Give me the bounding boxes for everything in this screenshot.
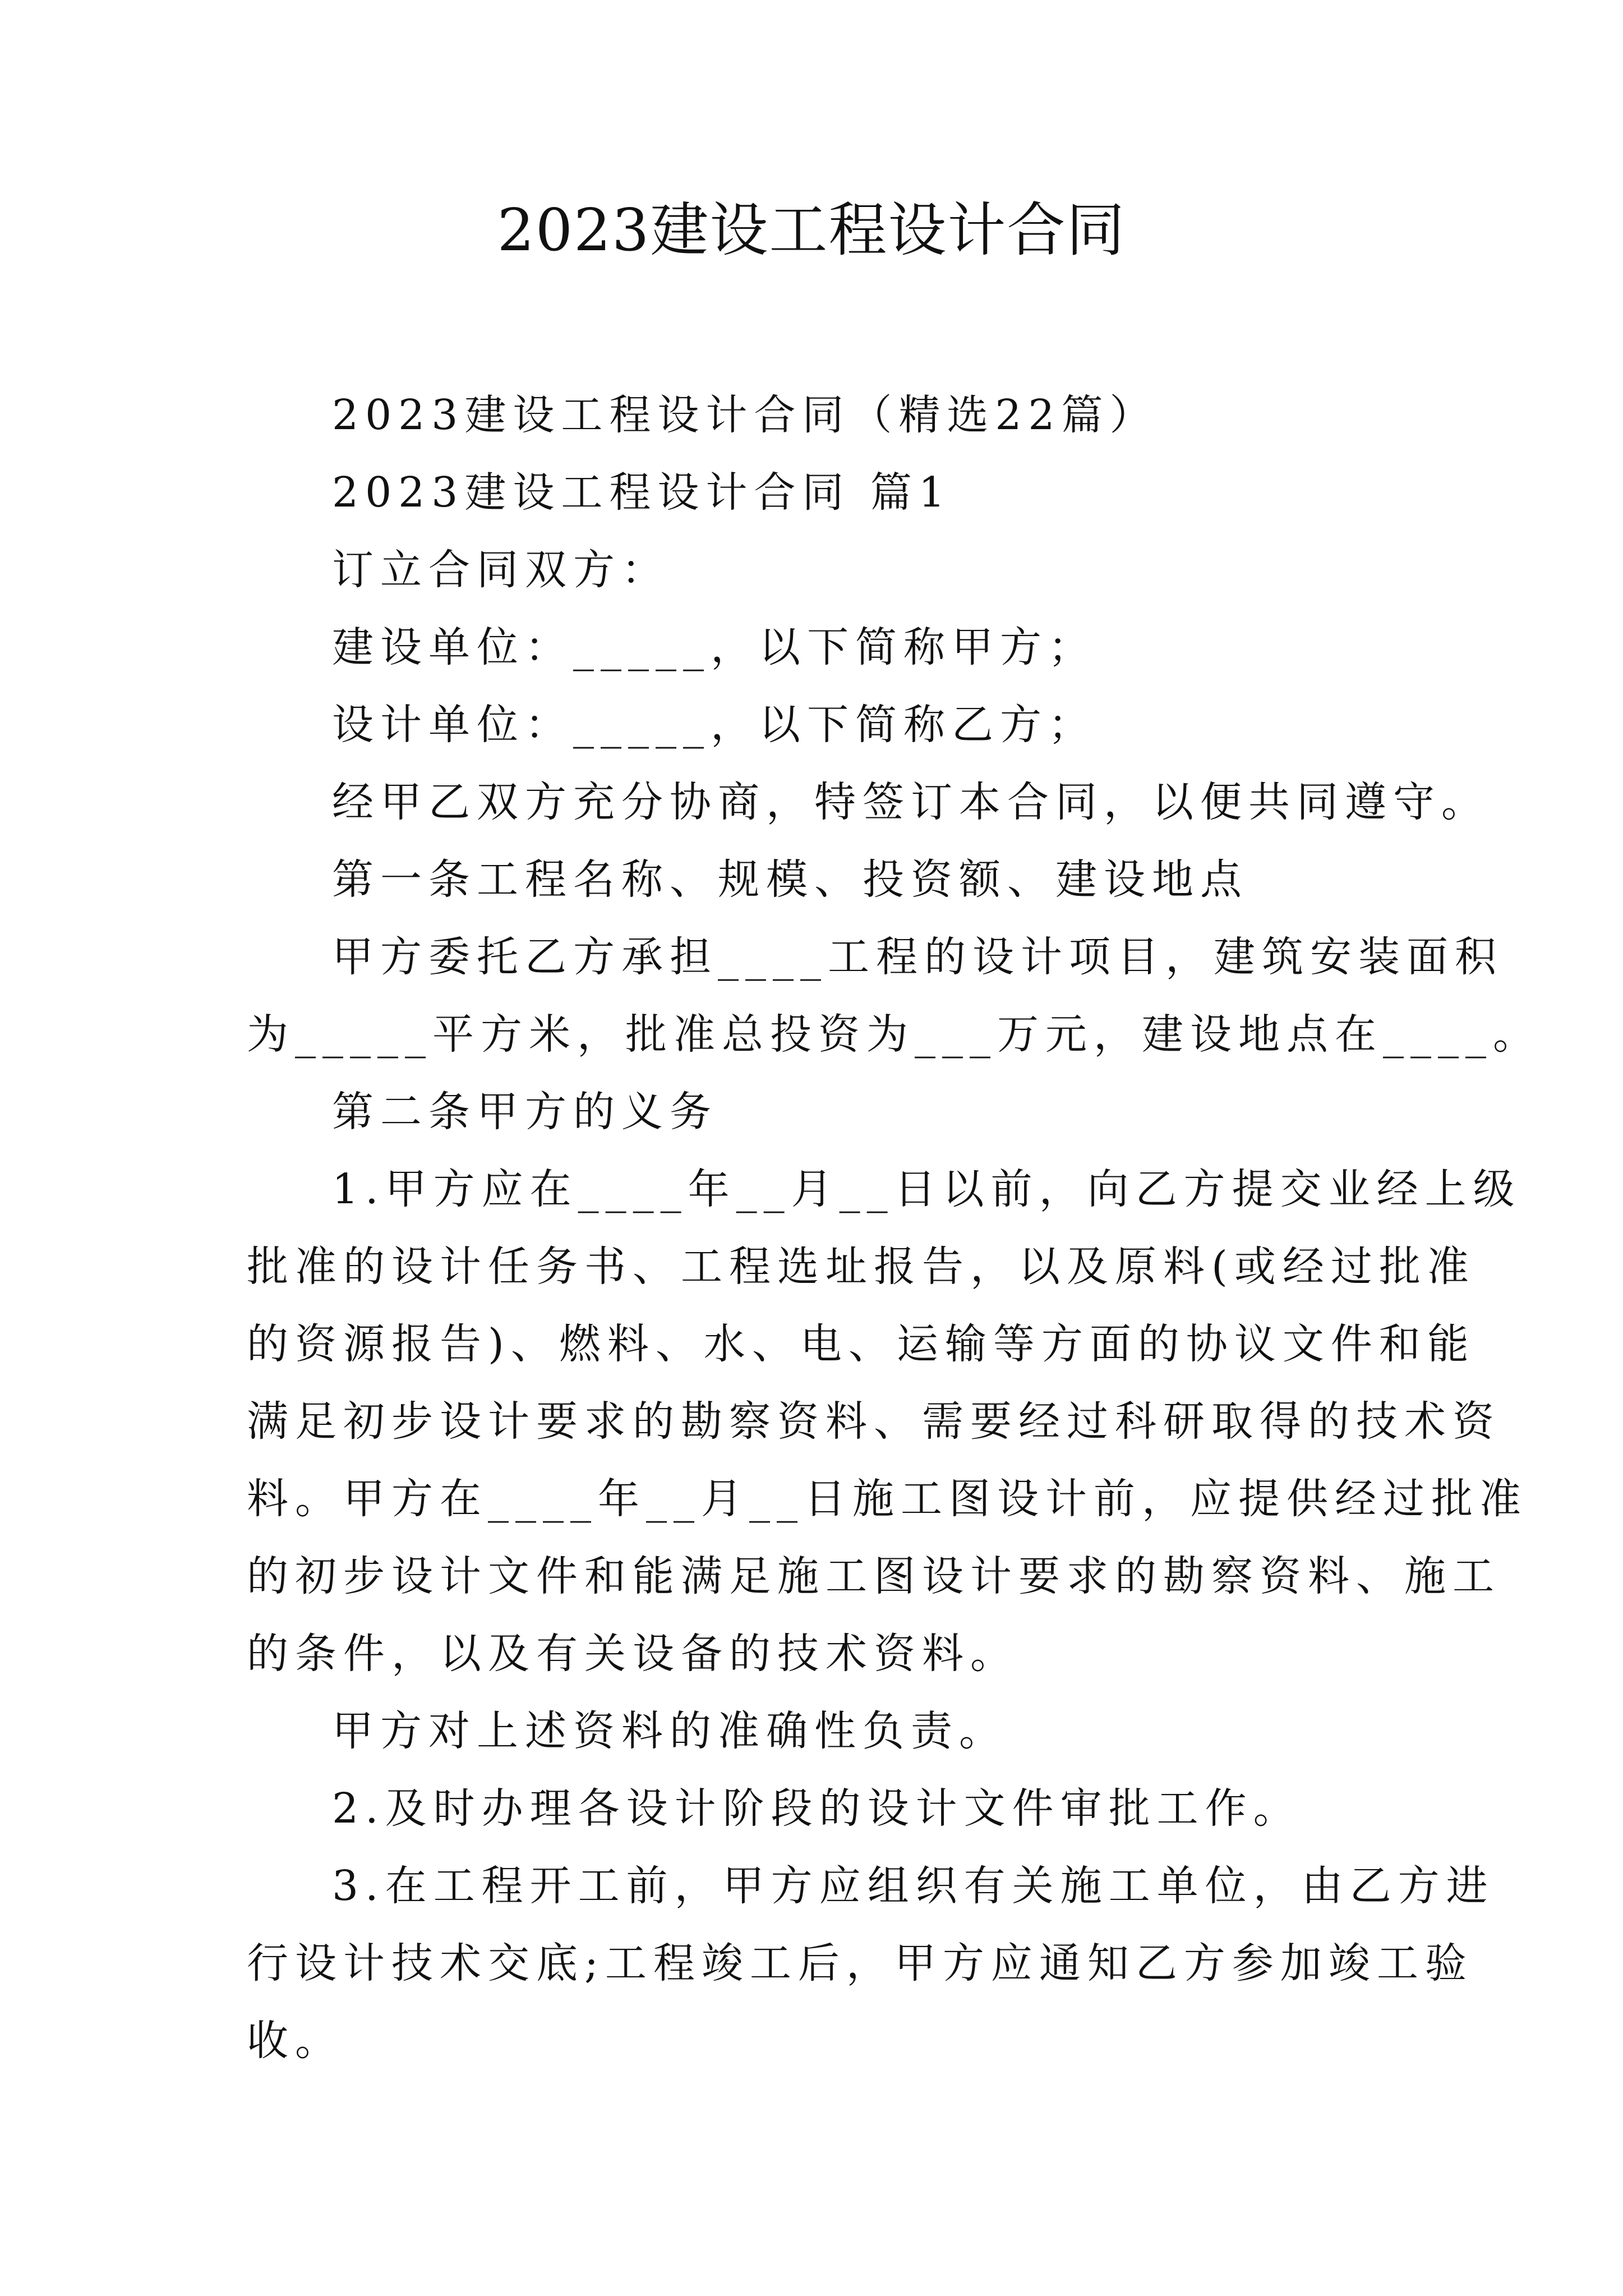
text-line: 订立合同双方： — [332, 546, 670, 594]
text-line: 行设计技术交底;工程竣工后，甲方应通知乙方参加竣工验 — [247, 1939, 1473, 1987]
text-line: 经甲乙双方充分协商，特签订本合同，以便共同遵守。 — [332, 778, 1490, 826]
text-line: 的初步设计文件和能满足施工图设计要求的勘察资料、施工 — [247, 1552, 1501, 1600]
text-line: 的条件，以及有关设备的技术资料。 — [247, 1630, 1018, 1678]
text-line: 批准的设计任务书、工程选址报告，以及原料(或经过批准 — [247, 1243, 1476, 1291]
text-line: 料。甲方在____年__月__日施工图设计前，应提供经过批准 — [247, 1475, 1528, 1523]
text-line: 第二条甲方的义务 — [332, 1088, 718, 1136]
text-line: 的资源报告)、燃料、水、电、运输等方面的协议文件和能 — [247, 1320, 1476, 1368]
text-line: 第一条工程名称、规模、投资额、建设地点 — [332, 855, 1248, 904]
text-line: 满足初步设计要求的勘察资料、需要经过科研取得的技术资 — [247, 1397, 1501, 1446]
text-line: 设计单位：_____，以下简称乙方； — [332, 701, 1096, 749]
text-line: 2023建设工程设计合同 篇1 — [332, 468, 952, 517]
text-line: 为_____平方米，批准总投资为___万元，建设地点在____。 — [247, 1010, 1541, 1059]
document-title: 2023建设工程设计合同 — [497, 196, 1126, 264]
text-line: 1.甲方应在____年__月__日以前，向乙方提交业经上级 — [332, 1165, 1521, 1213]
text-line: 甲方委托乙方承担____工程的设计项目，建筑安装面积 — [332, 933, 1503, 981]
text-line: 收。 — [247, 2017, 343, 2065]
text-line: 3.在工程开工前，甲方应组织有关施工单位，由乙方进 — [332, 1862, 1495, 1910]
text-line: 2023建设工程设计合同（精选22篇） — [332, 391, 1158, 439]
text-line: 甲方对上述资料的准确性负责。 — [332, 1707, 1007, 1755]
text-line: 建设单位：_____，以下简称甲方； — [332, 623, 1096, 671]
text-line: 2.及时办理各设计阶段的设计文件审批工作。 — [332, 1784, 1302, 1833]
